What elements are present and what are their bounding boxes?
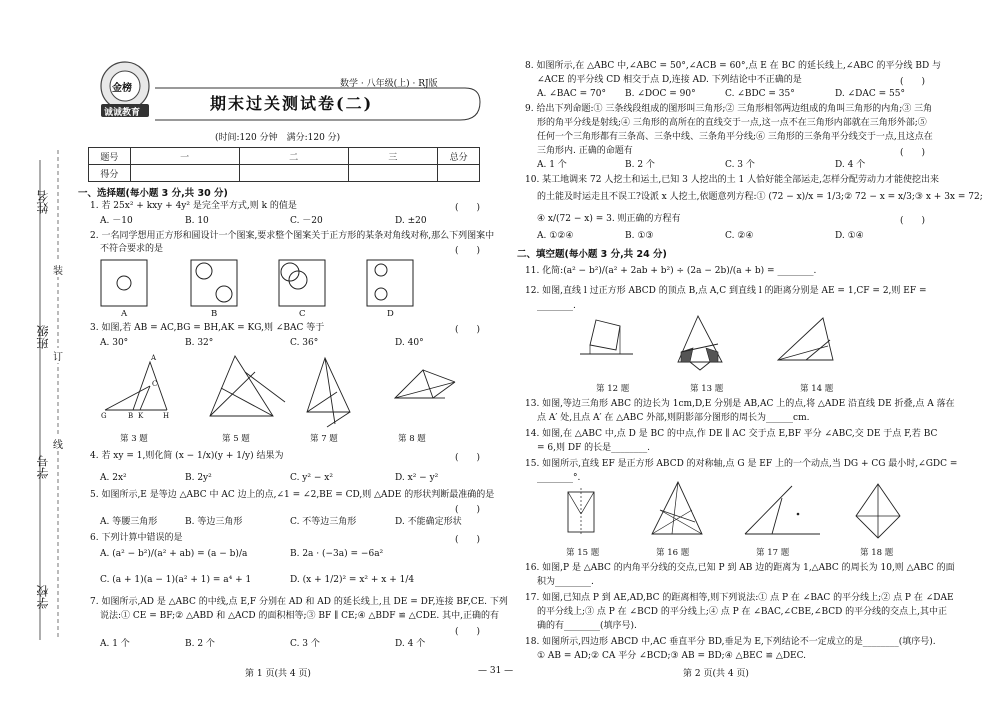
- q7-line1: 7. 如图所示,AD 是 △ABC 的中线,点 E,F 分别在 AD 和 AD 的延长线上,且 DE = DF,连接 BF,CE. 下列: [90, 597, 508, 607]
- score-cell: 题号: [89, 148, 131, 165]
- q9-line3: 任何一个三角形都有三条高、三条中线、三条角平分线;⑥ 三角形的三条角平分线交于一点,且这点在: [537, 132, 933, 142]
- left-geometry-figures: [95, 352, 495, 432]
- q2-paren: ( ): [455, 246, 481, 256]
- page-title: 期末过关测试卷(二): [210, 94, 374, 113]
- score-cell: 一: [130, 148, 239, 165]
- score-cell: 得分: [89, 165, 131, 182]
- q5-opt-c: C. 不等边三角形: [290, 517, 357, 527]
- q6-paren: ( ): [455, 535, 481, 545]
- q15-line1: 15. 如图所示,直线 EF 是正方形 ABCD 的对称轴,点 G 是 EF 上的一个动点,当 DG + CG 最小时,∠GDC =: [525, 459, 958, 469]
- q6-opt-d: D. (x + 1/2)² = x² + x + 1/4: [290, 575, 415, 585]
- q14-line2: = 6,则 DF 的长是________.: [537, 443, 651, 453]
- score-cell[interactable]: [348, 165, 438, 182]
- q15-line2: ________°.: [537, 473, 581, 483]
- q13-line2: 点 A′ 处,且点 A′ 在 △ABC 外部,则阴影部分图形的周长为______cm.: [537, 413, 810, 423]
- fig-caption-15: 第 15 题: [566, 548, 600, 558]
- q9-line4: 三角形内. 正确的命题有: [537, 146, 633, 156]
- q6-opt-a: A. (a² − b²)/(a² + ab) = (a − b)/a: [100, 549, 248, 559]
- q5-opt-b: B. 等边三角形: [185, 517, 243, 527]
- q3-text: 3. 如图,若 AB = AC,BG = BH,AK = KG,则 ∠BAC 等于: [90, 323, 325, 333]
- q7-opt-d: D. 4 个: [395, 639, 426, 649]
- q7-opt-a: A. 1 个: [100, 639, 130, 649]
- q5-text: 5. 如图所示,E 是等边 △ABC 中 AC 边上的点,∠1 = ∠2,BE = CD,则 △ADE 的形状判断最准确的是: [90, 490, 495, 500]
- q1-opt-a: A. －10: [100, 216, 133, 226]
- q17-line3: 确的有________(填序号).: [537, 621, 637, 631]
- q10-line1: 10. 某工地调来 72 人挖土和运土,已知 3 人挖出的土 1 人恰好能全部运走,怎样分配劳动力才能使挖出来: [525, 175, 939, 185]
- q4-opt-c: C. y² − x²: [290, 473, 333, 483]
- score-row-values: [89, 165, 480, 182]
- q1-paren: ( ): [455, 203, 481, 213]
- q11-text: 11. 化简:(a² − b²)/(a² + 2ab + b²) ÷ (2a − 2b)/(a + b) = ________.: [525, 266, 817, 276]
- binding-margin: [0, 0, 70, 707]
- q10-paren: ( ): [900, 216, 926, 226]
- q9-opt-a: A. 1 个: [537, 160, 567, 170]
- q2-label-b: B: [211, 309, 218, 319]
- fig-caption-17: 第 17 题: [756, 548, 790, 558]
- fig3-label-h: H: [163, 412, 170, 420]
- score-cell[interactable]: [130, 165, 239, 182]
- q7-opt-b: B. 2 个: [185, 639, 215, 649]
- school-label: 学校: [36, 585, 50, 609]
- fig-caption-7: 第 7 题: [310, 434, 338, 444]
- q8-line1: 8. 如图所示,在 △ABC 中,∠ABC = 50°,∠ACB = 60°,点 E 在 BC 的延长线上,∠ABC 的平分线 BD 与: [525, 61, 942, 71]
- fig3-label-a: A: [151, 354, 157, 362]
- q2-line1: 2. 一名同学想用正方形和圆设计一个图案,要求整个图案关于正方形的某条对角线对称,那么下列图案中: [90, 231, 495, 241]
- q12-line1: 12. 如图,直线 l 过正方形 ABCD 的顶点 B,点 A,C 到直线 l 的距离分别是 AE = 1,CF = 2,则 EF =: [525, 286, 927, 296]
- name-label: 姓名: [36, 190, 50, 214]
- q2-line2: 不符合要求的是: [100, 244, 164, 254]
- footer-page-number: — 31 —: [478, 666, 514, 676]
- q1-opt-c: C. －20: [290, 216, 323, 226]
- fig3-label-g: G: [101, 412, 107, 420]
- q2-label-a: A: [121, 309, 128, 319]
- section2-title: 二、填空题(每小题 3 分,共 24 分): [517, 249, 667, 260]
- q7-paren: ( ): [455, 627, 481, 637]
- subtitle: 数学 · 八年级(上) · RJ版: [340, 79, 438, 89]
- q5-paren: ( ): [455, 505, 481, 515]
- q16-line1: 16. 如图,P 是 △ABC 的内角平分线的交点,已知 P 到 AB 边的距离为 1,△ABC 的周长为 10,则 △ABC 的面: [525, 563, 955, 573]
- q6-opt-c: C. (a + 1)(a − 1)(a² + 1) = a⁴ + 1: [100, 575, 252, 585]
- q16-line2: 积为________.: [537, 577, 594, 587]
- fig-caption-14: 第 14 题: [800, 384, 834, 394]
- q17-line2: 的平分线上;③ 点 P 在 ∠BCD 的平分线上;④ 点 P 在 ∠BAC,∠CBE,∠BCD 的平分线的交点上,其中正: [537, 607, 948, 617]
- q6-text: 6. 下列计算中错误的是: [90, 533, 183, 543]
- q3-opt-d: D. 40°: [395, 338, 424, 348]
- logo-text: 诚诚教育: [104, 108, 141, 118]
- q10-line2: 的土能及时运走且不误工?设派 x 人挖土,依题意列方程:① (72 − x)/x = 1/3;② 72 − x = x/3;③ x + 3x = 72;: [537, 192, 983, 202]
- q4-paren: ( ): [455, 453, 481, 463]
- fig-caption-5: 第 5 题: [222, 434, 250, 444]
- logo: [95, 60, 155, 120]
- logo-badge: 金榜: [112, 83, 132, 94]
- class-label: 班级: [36, 325, 50, 349]
- q9-line1: 9. 给出下列命题:① 三条线段组成的图形叫三角形;② 三角形相邻两边组成的角叫三角形的内角;③ 三角: [525, 104, 933, 114]
- q18-line1: 18. 如图所示,四边形 ABCD 中,AC 垂直平分 BD,垂足为 E,下列结论不一定成立的是________(填序号).: [525, 637, 936, 647]
- q10-opt-a: A. ①②④: [537, 231, 574, 241]
- q9-opt-c: C. 3 个: [725, 160, 755, 170]
- fig3-label-k: K: [138, 412, 144, 420]
- bind-char-xian: 线: [53, 436, 63, 451]
- q7-opt-c: C. 3 个: [290, 639, 320, 649]
- q4-opt-d: D. x² − y²: [395, 473, 439, 483]
- score-table: [88, 147, 480, 182]
- q8-line2: ∠ACE 的平分线 CD 相交于点 D,连接 AD. 下列结论中不正确的是: [537, 75, 802, 85]
- q2-label-d: D: [387, 309, 394, 319]
- score-cell[interactable]: [239, 165, 348, 182]
- right-figures-row2: [560, 480, 940, 545]
- q1-opt-d: D. ±20: [395, 216, 427, 226]
- q4-opt-b: B. 2y²: [185, 473, 212, 483]
- q9-opt-d: D. 4 个: [835, 160, 866, 170]
- bind-char-ding: 订: [53, 348, 63, 363]
- fig-caption-3: 第 3 题: [120, 434, 148, 444]
- fig-caption-16: 第 16 题: [656, 548, 690, 558]
- q3-opt-c: C. 36°: [290, 338, 319, 348]
- q3-opt-a: A. 30°: [100, 338, 129, 348]
- q3-opt-b: B. 32°: [185, 338, 214, 348]
- footer-page-right: 第 2 页(共 4 页): [683, 669, 749, 679]
- q7-line2: 说法:① CE = BF;② △ABD 和 △ACD 的面积相等;③ BF ∥ CE;④ △BDF ≌ △CDE. 其中,正确的有: [100, 611, 499, 621]
- q4-text: 4. 若 xy = 1,则化简 (x − 1/x)(y + 1/y) 结果为: [90, 451, 284, 461]
- fig-caption-8: 第 8 题: [398, 434, 426, 444]
- q1-text: 1. 若 25x² + kxy + 4y² 是完全平方式,则 k 的值是: [90, 201, 297, 211]
- q10-line3: ④ x/(72 − x) = 3. 则正确的方程有: [537, 214, 681, 224]
- fig3-label-c: C: [152, 380, 158, 388]
- q3-paren: ( ): [455, 325, 481, 335]
- q5-opt-d: D. 不能确定形状: [395, 517, 462, 527]
- score-cell: 三: [348, 148, 438, 165]
- footer-page-left: 第 1 页(共 4 页): [245, 669, 311, 679]
- fig-caption-12: 第 12 题: [596, 384, 630, 394]
- fig3-label-b: B: [128, 412, 134, 420]
- q2-label-c: C: [299, 309, 306, 319]
- q8-paren: ( ): [900, 77, 926, 87]
- bind-char-zhuang: 装: [53, 262, 63, 277]
- id-label: 学号: [36, 455, 50, 479]
- q14-line1: 14. 如图,在 △ABC 中,点 D 是 BC 的中点,作 DE ∥ AC 交于点 E,BF 平分 ∠ABC,交 DE 于点 F,若 BC: [525, 429, 938, 439]
- score-cell[interactable]: [438, 165, 480, 182]
- q8-opt-b: B. ∠DOC = 90°: [625, 89, 696, 99]
- q10-opt-d: D. ①④: [835, 231, 864, 241]
- q6-opt-b: B. 2a · (−3a) = −6a²: [290, 549, 384, 559]
- q1-opt-b: B. 10: [185, 216, 209, 226]
- q8-opt-a: A. ∠BAC = 70°: [537, 89, 606, 99]
- score-cell: 总分: [438, 148, 480, 165]
- fig-caption-13: 第 13 题: [690, 384, 724, 394]
- section1-title: 一、选择题(每小题 3 分,共 30 分): [78, 188, 228, 199]
- q8-opt-c: C. ∠BDC = 35°: [725, 89, 795, 99]
- q9-opt-b: B. 2 个: [625, 160, 655, 170]
- q4-opt-a: A. 2x²: [100, 473, 127, 483]
- q12-line2: ________.: [537, 301, 576, 311]
- fig-caption-18: 第 18 题: [860, 548, 894, 558]
- q5-opt-a: A. 等腰三角形: [100, 517, 158, 527]
- q13-line1: 13. 如图,等边三角形 ABC 的边长为 1cm,D,E 分别是 AB,AC 上的点,将 △ADE 沿直线 DE 折叠,点 A 落在: [525, 399, 955, 409]
- q10-opt-b: B. ①③: [625, 231, 654, 241]
- score-cell: 二: [239, 148, 348, 165]
- q10-opt-c: C. ②④: [725, 231, 754, 241]
- q9-paren: ( ): [900, 148, 926, 158]
- right-figures-row1: [578, 312, 878, 377]
- q9-line2: 形的角平分线是射线;④ 三角形的高所在的直线交于一点,这一点不在三角形内部就在三角形外部;⑤: [537, 118, 927, 128]
- score-row-header: [89, 148, 480, 165]
- q18-line2: ① AB = AD;② CA 平分 ∠BCD;③ AB = BD;④ △BEC ≌ △DEC.: [537, 651, 807, 661]
- q17-line1: 17. 如图,已知点 P 到 AE,AD,BC 的距离相等,则下列说法:① 点 P 在 ∠BAC 的平分线上;② 点 P 在 ∠DAE: [525, 593, 954, 603]
- time-info: (时间:120 分钟 满分:120 分): [215, 133, 341, 143]
- q8-opt-d: D. ∠DAC = 55°: [835, 89, 905, 99]
